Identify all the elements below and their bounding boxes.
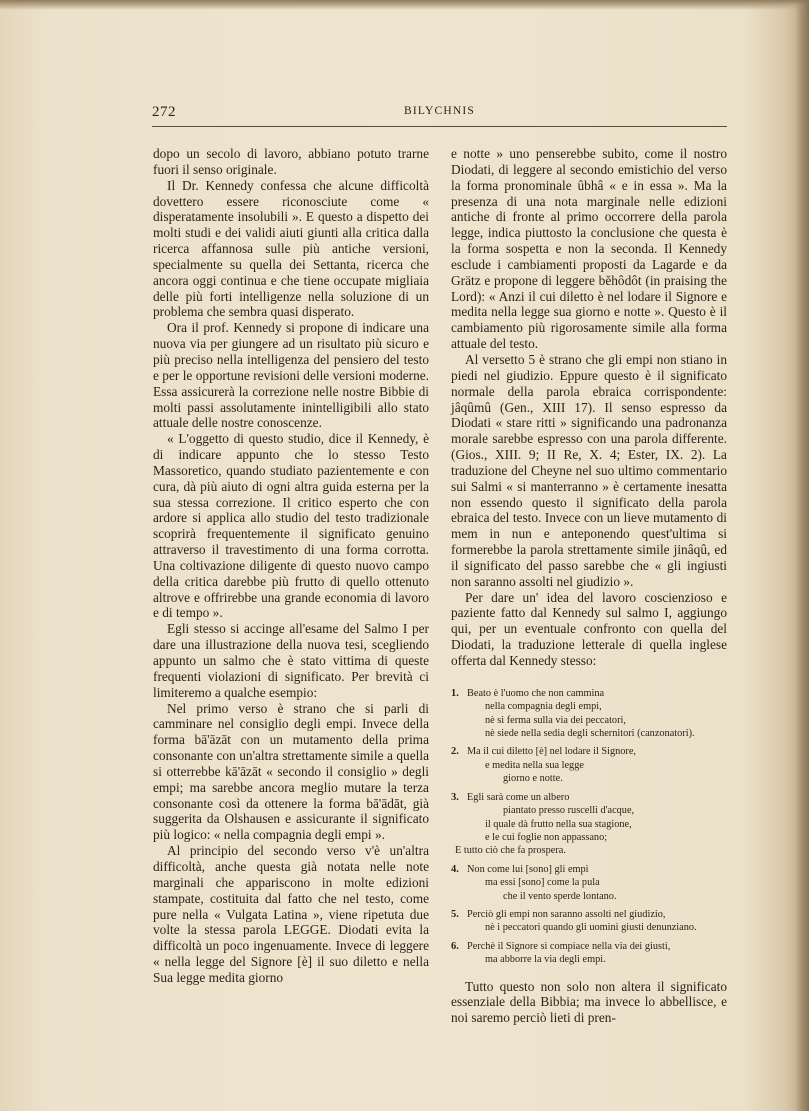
verse-number: 1. [451,687,459,699]
verse-line: piantato presso ruscelli d'acque, [503,805,635,817]
paragraph: Tutto questo non solo non altera il significato essenziale della Bibbia; ma invece lo abbellisce, e noi saremo perciò lieti di pren- [451,978,727,1026]
verse-line: e le cui foglie non appassano; [485,831,608,843]
verse-line: E tutto ciò che fa prospera. [455,845,566,857]
verse-number: 2. [451,746,459,758]
verse-line: nella compagnia degli empi, [485,701,602,713]
psalm-verse [451,791,727,858]
verse-line: Non come lui [sono] gli empi [467,863,589,875]
psalm-verse [451,908,727,935]
psalm-translation [451,687,727,967]
running-title: BILYCHNIS [404,105,475,117]
paragraph: Per dare un' idea del lavoro coscienzioso e paziente fatto dal Kennedy sul salmo I, aggiungo qui, per un eventuale confronto con quella del Diodati, la traduzione letterale di quella inglese offerta dal Kennedy stesso: [451,589,727,668]
verse-line: Perciò gli empi non saranno assolti nel giudizio, [467,908,666,920]
paragraph: Ora il prof. Kennedy si propone di indicare una nuova via per giungere ad un risultato più sicuro e più preciso nella intelligenza del pensiero del testo e per le opportune revisioni delle versioni moderne. Essa assicurerà la correzione nelle nostre Bibbie di molti passi assolutamente inintelligibili allo stato attuale delle nostre conoscenze. [153,320,429,431]
verse-line: e medita nella sua legge [485,759,584,771]
paragraph: Al principio del secondo verso v'è un'altra difficoltà, anche questa già notata nelle note marginali che appariscono in molte edizioni stampate, costituita dal fatto che nel testo, come pure nella « Vulgata Latina », viene ripetuta due volte la stessa parola LEGGE. Diodati evita la difficoltà un poco ingenuamente. Invece di leggere « nella legge del Signore [è] il suo diletto e nella Sua legge medita giorno [153,843,429,985]
paragraph: e notte » uno penserebbe subito, come il nostro Diodati, di leggere al secondo emistichio del verso la forma pronominale ûbhâ « e in essa ». Ma la presenza di una nota marginale nelle edizioni antiche di fronte al primo occorrere della parola legge, indica piuttosto la conclusione che questa è la forma sospetta e non la seconda. Il Kennedy esclude i cambiamenti proposti da Lagarde e da Grätz e propone di leggere bĕhôdôt (in praising the Lord): « Anzi il cui diletto è nel lodare il Signore e medita nella legge sua giorno e notte ». Questo è il cambiamento più rigorosamente simile alla forma attuale del testo. [451,146,727,352]
verse-line: ma essi [sono] come la pula [485,877,600,889]
paragraph: Nel primo verso è strano che si parli di camminare nel consiglio degli empi. Invece della forma bā'āzāt con un mutamento della prima consonante con un'altra strettamente simile a quella si otterrebbe kā'āzāt « secondo il consiglio » degli empi; ma sarebbe ancora meglio mutare la terza consonante così da ottenere la forma bā'ādāt, già suggerita da Olshausen e assicurante il significato più logico: « nella compagnia degli empi ». [153,700,429,843]
page-top-edge [0,0,809,10]
paragraph: Al versetto 5 è strano che gli empi non stiano in piedi nel giudizio. Eppure questo è il significato normale della parola ebraica corrispondente: jâqûmû (Gen., XIII 17). Il senso espresso da Diodati « stare ritti » significando una padronanza morale sarebbe espresso con una parola differente. (Gios., XIII. 9; II Re, X. 4; Ester, IX. 2). La traduzione del Cheyne nel suo ultimo commentario sui Salmi « si manterranno » è certamente inesatta non essendo questo il significato della parola ebraica del testo. Invece con un lieve mutamento di mem in nun e anteponendo quest'ultima si formerebbe la parola strettamente simile jinâqû, ed il significato del passo sarebbe che « gli ingiusti non saranno assolti nel giudizio ». [451,351,727,589]
psalm-verse [451,940,727,967]
page-spine-shadow [795,0,809,1111]
paragraph: Egli stesso si accinge all'esame del Salmo I per dare una illustrazione della nuova tesi, scegliendo appunto un salmo che è stato vittima di queste frequenti violazioni di significato. Per brevità ci limiteremo a qualche esempio: [153,621,429,700]
verse-line: che il vento sperde lontano. [503,890,617,902]
page-header [152,104,727,122]
left-column [153,146,429,986]
page-number: 272 [152,104,176,120]
psalm-verse [451,687,727,741]
verse-line: Perchè il Signore si compiace nella via dei giusti, [467,940,671,952]
verse-number: 4. [451,863,459,875]
verse-line: nè i peccatori quando gli uomini giusti denunziano. [485,922,697,934]
verse-line: Ma il cui diletto [è] nel lodare il Signore, [467,746,636,758]
verse-line: nè si ferma sulla via dei peccatori, [485,714,626,726]
paragraph: dopo un secolo di lavoro, abbiano potuto trarne fuori il senso originale. [153,146,429,177]
verse-line: Egli sarà come un albero [467,791,570,803]
paragraph: Il Dr. Kennedy confessa che alcune difficoltà dovettero essere riconosciute come « disperatamente insolubili ». E questo a dispetto dei molti studi e dei validi aiuti giunti alla critica dalla ricerca affannosa sulle più antiche versioni, specialmente su quella dei Settanta, ricerca che ancora oggi continua e che tiene occupate migliaia delle più forti intelligenze nella soluzione di un problema che sembra quasi disperato. [153,177,429,320]
verse-number: 6. [451,940,459,952]
psalm-verse [451,863,727,903]
verse-line: ma abborre la via degli empi. [485,954,606,966]
verse-number: 5. [451,908,459,920]
verse-line: il quale dà frutto nella sua stagione, [485,818,632,830]
verse-number: 3. [451,791,459,803]
verse-line: nè siede nella sedia degli schernitori (canzonatori). [485,728,695,740]
verse-line: giorno e notte. [503,773,563,785]
paragraph: « L'oggetto di questo studio, dice il Kennedy, è di indicare appunto che lo stesso Testo Massoretico, quando studiato pazientemente e con cura, dà più aiuto di ogni altra guida esterna per la sua stessa correzione. Il critico esperto che con ardore si applica allo studio del testo tradizionale scoprirà frequentemente il significato genuino attraverso il travestimento di una forma corrotta. Una coltivazione diligente di questo nuovo campo della critica darebbe più frutto di quello ottenuto altrove e offrirebbe una grande economia di lavoro e di tempo ». [153,431,429,621]
verse-line: Beato è l'uomo che non cammina [467,687,605,699]
header-rule [152,126,727,127]
right-column [451,146,727,1026]
psalm-verse [451,745,727,785]
